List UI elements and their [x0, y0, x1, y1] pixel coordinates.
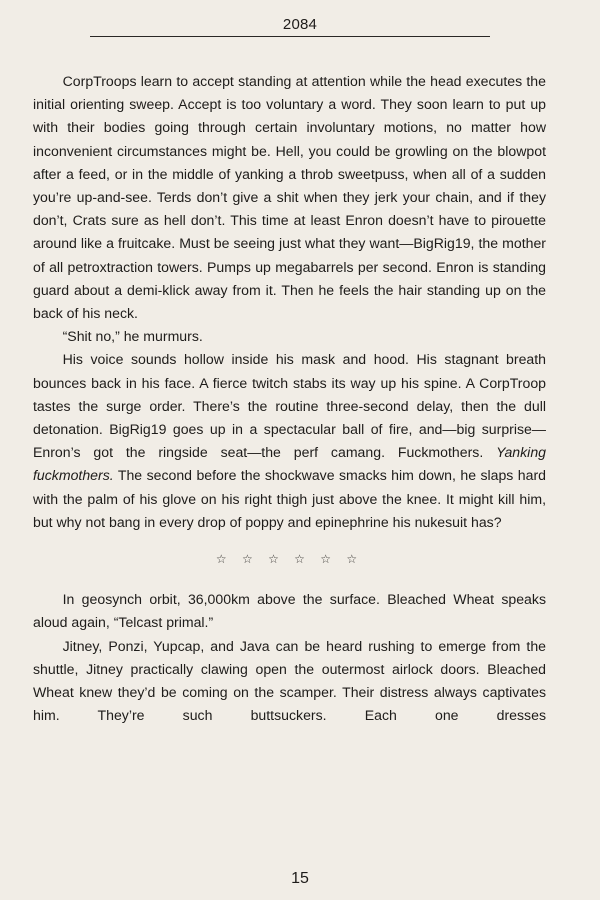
paragraph-text: His voice sounds hollow inside his mask and hood. His stagnant breath bounces back in his face. A fierce twitch stabs its way up his spine. A CorpTroop tastes the surge order. There’s the routine three-second delay, then the dull detonation. BigRig19 goes up in a spectacular ball of fire, and—big surprise—Enron’s got the ringside seat—the perf camang. Fuckmothers.: [33, 351, 546, 461]
paragraph: CorpTroops learn to accept standing at attention while the head executes the initial orienting sweep. Accept is too voluntary a word. They soon learn to put up with their bodies going through certain involuntary motions, no matter how inconvenient circumstances might be. Hell, you could be growling on the blowpot after a feed, or in the middle of yanking a throb sweetpuss, when all of a sudden you’re up-and-see. Terds don’t give a shit when they jerk your chain, and if they don’t, Crats sure as hell don’t. This time at least Enron doesn’t have to pirouette around like a fruitcake. Must be seeing just what they want—BigRig19, the mother of all petroxtraction towers. Pumps up megabarrels per second. Enron is standing guard about a demi-klick away from it. Then he feels the hair standing up on the back of his neck.: [33, 73, 546, 322]
paragraph: [33, 348, 546, 534]
paragraph: Jitney, Ponzi, Yupcap, and Java can be heard rushing to emerge from the shuttle, Jitney practically clawing open the outermost airlock doors. Bleached Wheat knew they’d be coming on the scamper. Their distress always captivates him. They’re such buttsuckers. Each one dresses: [33, 637, 546, 724]
section-break: ☆ ☆ ☆ ☆ ☆ ☆: [215, 552, 364, 567]
paragraph: In geosynch orbit, 36,000km above the surface. Bleached Wheat speaks aloud again, “Telcast primal.”: [33, 591, 546, 631]
page-body: [33, 70, 546, 727]
paragraph-text: The second before the shockwave smacks him down, he slaps hard with the palm of his glove on his right thigh just above the knee. It might kill him, but why not bang in every drop of poppy and epinephrine his nukesuit has?: [33, 467, 546, 530]
page-number: 15: [291, 870, 309, 887]
header-rule: [90, 36, 490, 37]
italic-text: Yanking fuckmothers.: [33, 444, 546, 484]
paragraph: “Shit no,” he murmurs.: [62, 328, 203, 345]
running-header: 2084: [282, 16, 318, 33]
